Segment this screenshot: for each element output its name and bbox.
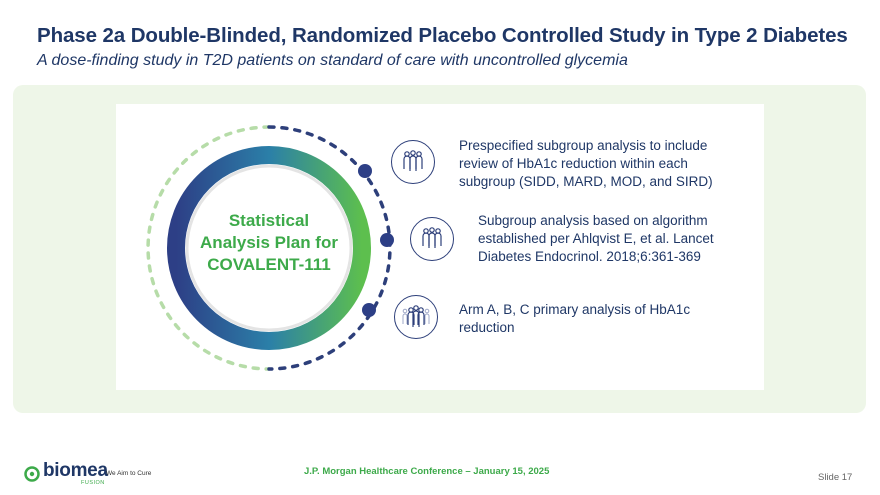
item-2-line: Subgroup analysis based on algorithm [478,213,708,228]
item-1-line: review of HbA1c reduction within each [459,156,688,171]
center-label-line: COVALENT-111 [207,255,331,274]
biomea-logo-icon [24,466,40,482]
item-3-line: Arm A, B, C primary analysis of HbA1c [459,302,691,317]
people-group-icon [391,140,435,184]
center-label-line: Statistical [228,211,310,230]
slide-number: Slide 17 [818,472,853,483]
people-group-icon [410,217,454,261]
item-2-text [478,212,714,266]
slide-subtitle: A dose-finding study in T2D patients on standard of care with uncontrolled glycemia [37,52,628,69]
item-1-line: subgroup (SIDD, MARD, MOD, and SIRD) [459,174,713,189]
biomea-logo [24,462,108,486]
item-2-line: established per Ahlqvist E, et al. Lancet [478,231,714,246]
tagline: We Aim to Cure [106,470,152,477]
item-3-text [459,301,690,337]
item-2-line: Diabetes Endocrinol. 2018;6:361-369 [478,249,701,264]
conference-label: J.P. Morgan Healthcare Conference – January 15, 2025 [304,466,550,477]
brand-subname: FUSION [81,480,105,486]
connector-dot-2 [380,233,394,247]
slide-title: Phase 2a Double-Blinded, Randomized Placebo Controlled Study in Type 2 Diabetes [37,24,848,47]
crowd-icon [394,295,438,339]
center-label-line: Analysis Plan for [200,233,338,252]
connector-dot-1 [358,164,372,178]
center-label [192,210,346,276]
connector-dot-3 [362,303,376,317]
item-3-line: reduction [459,320,515,335]
item-1-text [459,137,713,191]
brand-name: biomea [43,460,108,481]
item-1-line: Prespecified subgroup analysis to include [459,138,708,153]
